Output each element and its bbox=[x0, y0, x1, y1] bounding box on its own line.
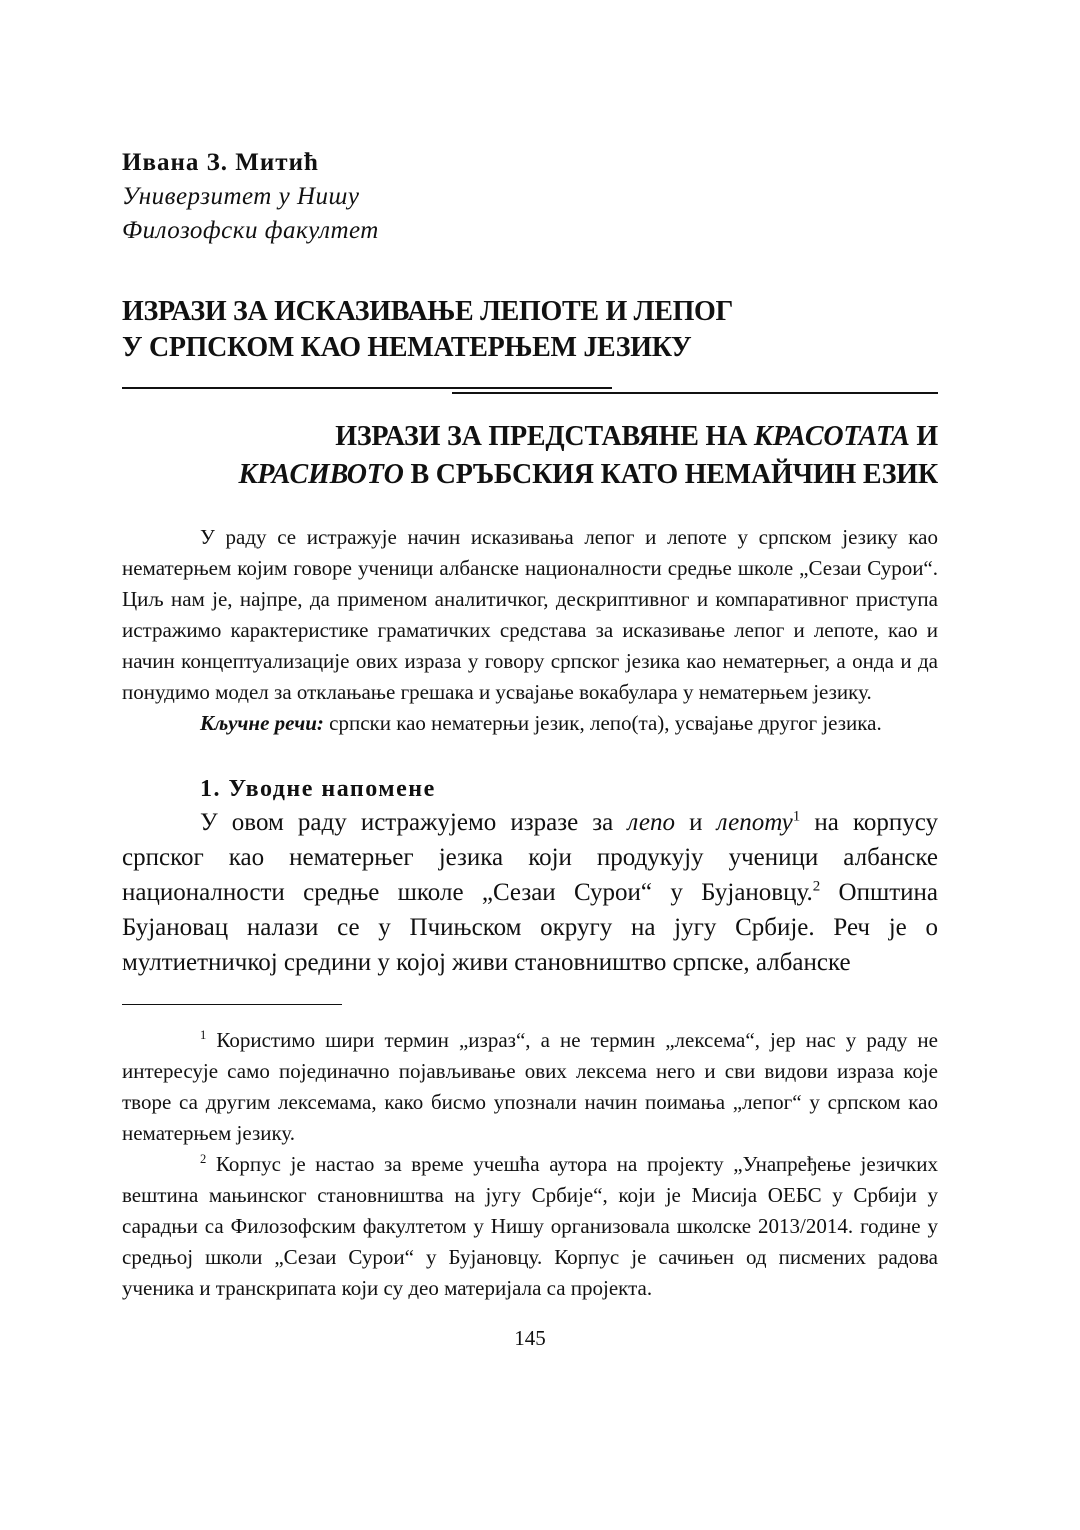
footnote-marker-2: 2 bbox=[200, 1152, 207, 1166]
paragraph-text-c: на корпусу српског као нематерњег језика који продукују ученици албанске националности средње школе „Сезаи Сурои“ у Бујановцу. bbox=[122, 809, 938, 906]
title-bulgarian-line-2 bbox=[122, 456, 938, 494]
title-bulgarian-text-2: И bbox=[909, 421, 938, 452]
abstract-text: У раду се истражује начин исказивања лепог и лепоте у српском језику као нематерњем којим говоре ученици албанске националности средње школе „Сезаи Сурои“. Циљ нам је, најпре, да применом аналитичког, дескриптивног и компаративног приступа истражимо карактеристике граматичких средстава за исказивање лепог и лепоте, као и начин концептуализације ових израза у говору српског језика као нематерњег, а онда и да понудимо модел за отклањање грешака и усвајање вокабулара у нематерњем језику. bbox=[122, 525, 938, 704]
paragraph-italic-1: лепо bbox=[627, 809, 676, 836]
keywords bbox=[122, 708, 938, 739]
content bbox=[122, 146, 938, 1351]
title-bulgarian-text-1: ИЗРАЗИ ЗА ПРЕДСТАВЯНЕ НА bbox=[335, 421, 754, 452]
keywords-label: Кључне речи: bbox=[200, 711, 324, 735]
footnote-text-2: Корпус је настао за време учешћа аутора на пројекту „Унапређење језичких вештина мањинског становништва на југу Србије“, који је Мисија ОЕБС у Србији у сарадњи са Филозофским факултетом у Нишу организовала школске 2013/2014. године у средњој школи „Сезаи Сурои“ у Бујановцу. Корпус је сачињен од писмених радова ученика и транскрипата који су део материјала са пројекта. bbox=[122, 1152, 938, 1300]
author-name: Ивана З. Митић bbox=[122, 149, 319, 176]
title-serbian bbox=[122, 294, 938, 366]
footnote-divider bbox=[122, 1004, 342, 1005]
page-number: 145 bbox=[514, 1326, 546, 1350]
title-bulgarian-italic-1: КРАСОТАТА bbox=[753, 421, 910, 452]
title-bulgarian bbox=[122, 418, 938, 494]
section-paragraph bbox=[122, 805, 938, 980]
title-divider-right bbox=[452, 392, 938, 394]
paragraph-text-d: Општина Бујановац налази се у Пчињском округу на југу Србије. Реч је о мултиетничкој средини у којој живи становништво српске, албанске bbox=[122, 879, 939, 976]
paragraph-text-a: У овом раду истражујемо изразе за bbox=[200, 809, 628, 836]
title-bulgarian-italic-2: КРАСИВОТО bbox=[238, 459, 404, 490]
footnote-2 bbox=[122, 1149, 938, 1304]
footnote-ref-2[interactable]: 2 bbox=[812, 878, 821, 895]
section-heading: 1. Уводне напомене bbox=[200, 776, 436, 802]
author-faculty: Филозофски факултет bbox=[122, 217, 379, 244]
footnote-marker-1: 1 bbox=[200, 1028, 207, 1042]
paragraph-text-b: и bbox=[675, 809, 717, 836]
title-serbian-line-2: У СРПСКОМ КАО НЕМАТЕРЊЕМ ЈЕЗИКУ bbox=[122, 332, 692, 363]
title-bulgarian-line-1 bbox=[122, 418, 938, 456]
paragraph-italic-2: лепоту bbox=[716, 809, 793, 836]
title-divider bbox=[122, 384, 938, 398]
author-university: Универзитет у Нишу bbox=[122, 183, 360, 210]
footnote-1 bbox=[122, 1025, 938, 1149]
title-bulgarian-text-3: В СРЪБСКИЯ КАТО НЕМАЙЧИН ЕЗИК bbox=[403, 459, 938, 490]
title-serbian-line-1: ИЗРАЗИ ЗА ИСКАЗИВАЊЕ ЛЕПОТЕ И ЛЕПОГ bbox=[122, 296, 734, 327]
keywords-text: српски као нематерњи језик, лепо(та), усвајање другог језика. bbox=[323, 711, 882, 735]
footnotes bbox=[122, 1025, 938, 1304]
footnote-text-1: Користимо шири термин „израз“, а не термин „лексема“, јер нас у раду не интересује само појединачно појављивање ових лексема него и сви видови израза које творе са другим лексемама, како бисмо упознали начин поимања „лепог“ у српском као нематерњем језику. bbox=[122, 1028, 938, 1145]
title-divider-left bbox=[122, 387, 612, 389]
footnote-ref-1[interactable]: 1 bbox=[792, 808, 801, 825]
abstract bbox=[122, 522, 938, 739]
